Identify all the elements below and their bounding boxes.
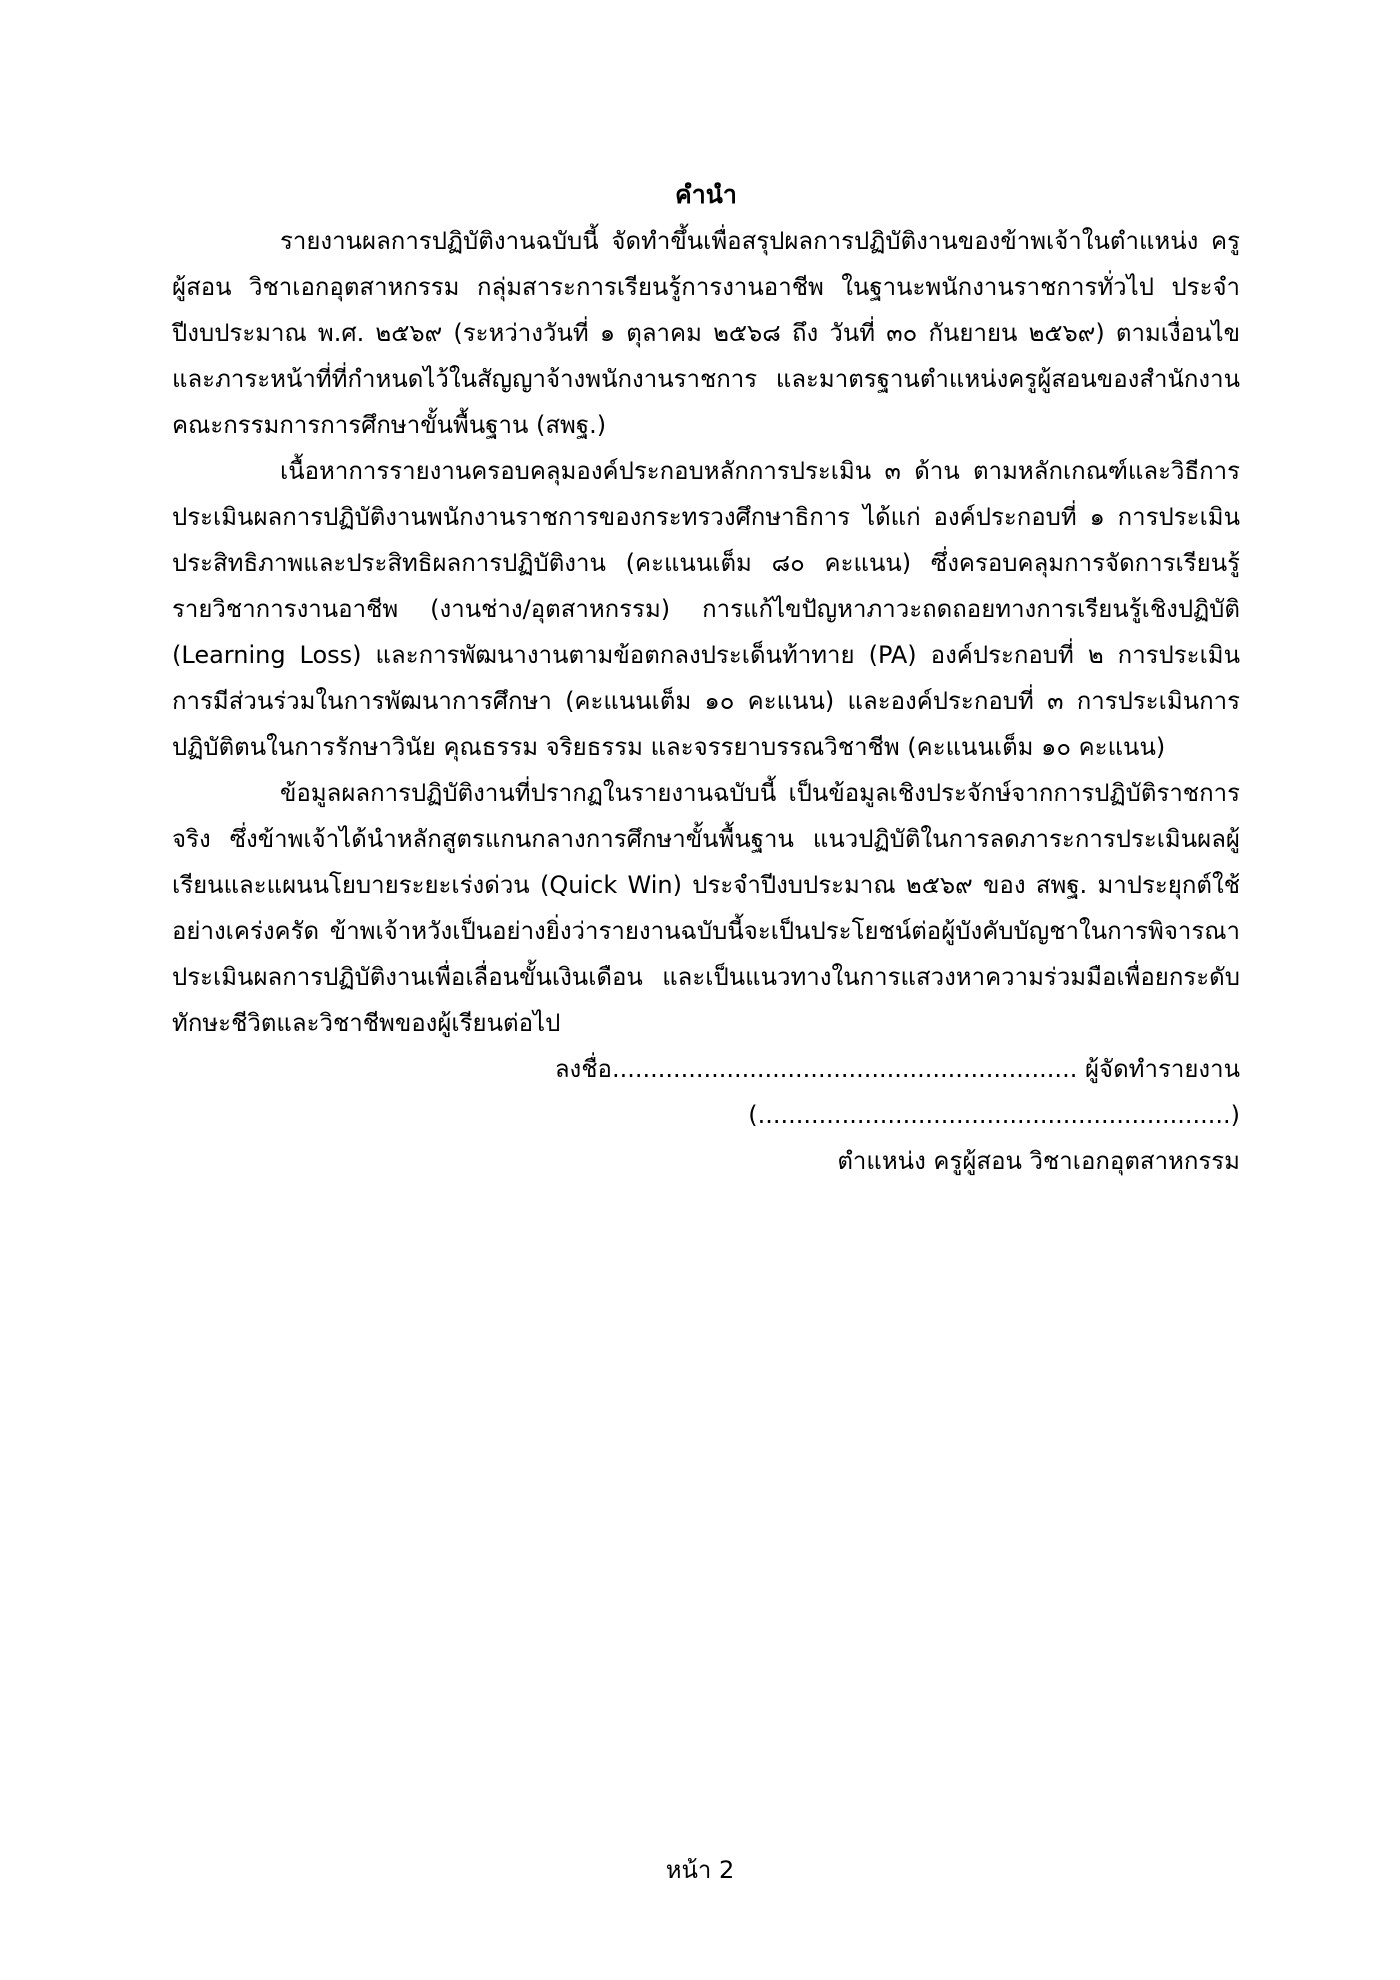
page-title: คำนำ	[675, 180, 737, 209]
signature-block	[172, 1046, 1240, 1184]
signature-sign-line: ลงชื่อ............................................................. ผู้จัดทำรายงาน	[554, 1055, 1240, 1083]
paragraph-intro: รายงานผลการปฏิบัติงานฉบับนี้ จัดทำขึ้นเพื่อสรุปผลการปฏิบัติงานของข้าพเจ้าในตำแหน่ง ครูผู้สอน วิชาเอกอุตสาหกรรม กลุ่มสาระการเรียนรู้การงานอาชีพ ในฐานะพนักงานราชการทั่วไป ประจำปีงบประมาณ พ.ศ. ๒๕๖๙ (ระหว่างวันที่ ๑ ตุลาคม ๒๕๖๘ ถึง วันที่ ๓๐ กันยายน ๒๕๖๙) ตามเงื่อนไขและภาระหน้าที่ที่กำหนดไว้ในสัญญาจ้างพนักงานราชการ และมาตรฐานตำแหน่งครูผู้สอนของสำนักงานคณะกรรมการการศึกษาขั้นพื้นฐาน (สพฐ.)	[172, 227, 1240, 439]
signature-position-line: ตำแหน่ง ครูผู้สอน วิชาเอกอุตสาหกรรม	[837, 1147, 1240, 1175]
paragraph-content-scope: เนื้อหาการรายงานครอบคลุมองค์ประกอบหลักการประเมิน ๓ ด้าน ตามหลักเกณฑ์และวิธีการประเมินผลการปฏิบัติงานพนักงานราชการของกระทรวงศึกษาธิการ ได้แก่ องค์ประกอบที่ ๑ การประเมินประสิทธิภาพและประสิทธิผลการปฏิบัติงาน (คะแนนเต็ม ๘๐ คะแนน) ซึ่งครอบคลุมการจัดการเรียนรู้รายวิชาการงานอาชีพ (งานช่าง/อุตสาหกรรม) การแก้ไขปัญหาภาวะถดถอยทางการเรียนรู้เชิงปฏิบัติ (Learning Loss) และการพัฒนางานตามข้อตกลงประเด็นท้าทาย (PA) องค์ประกอบที่ ๒ การประเมินการมีส่วนร่วมในการพัฒนาการศึกษา (คะแนนเต็ม ๑๐ คะแนน) และองค์ประกอบที่ ๓ การประเมินการปฏิบัติตนในการรักษาวินัย คุณธรรม จริยธรรม และจรรยาบรรณวิชาชีพ (คะแนนเต็ม ๑๐ คะแนน)	[172, 457, 1240, 761]
page-number: หน้า 2	[665, 1856, 735, 1884]
paragraph-closing: ข้อมูลผลการปฏิบัติงานที่ปรากฏในรายงานฉบับนี้ เป็นข้อมูลเชิงประจักษ์จากการปฏิบัติราชการจริง ซึ่งข้าพเจ้าได้นำหลักสูตรแกนกลางการศึกษาขั้นพื้นฐาน แนวปฏิบัติในการลดภาระการประเมินผลผู้เรียนและแผนนโยบายระยะเร่งด่วน (Quick Win) ประจำปีงบประมาณ ๒๕๖๙ ของ สพฐ. มาประยุกต์ใช้อย่างเคร่งครัด ข้าพเจ้าหวังเป็นอย่างยิ่งว่ารายงานฉบับนี้จะเป็นประโยชน์ต่อผู้บังคับบัญชาในการพิจารณาประเมินผลการปฏิบัติงานเพื่อเลื่อนขั้นเงินเดือน และเป็นแนวทางในการแสวงหาความร่วมมือเพื่อยกระดับทักษะชีวิตและวิชาชีพของผู้เรียนต่อไป	[172, 779, 1240, 1037]
page-content	[172, 172, 1240, 1184]
signature-name-line: (..............................................................)	[748, 1101, 1240, 1129]
